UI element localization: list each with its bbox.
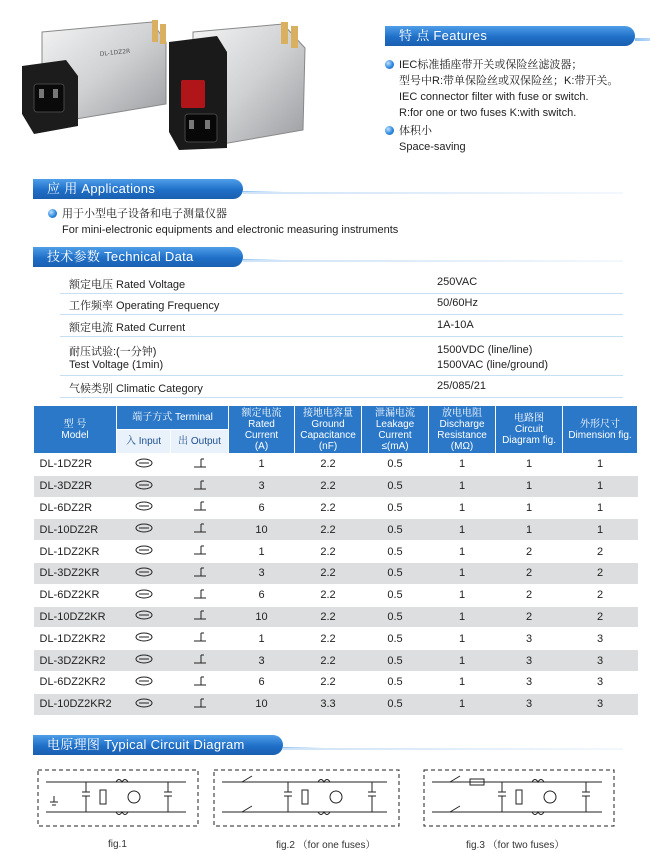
- spec-row-climatic: [60, 380, 623, 394]
- cell-discharge-resistance: 1: [429, 606, 496, 628]
- applications-line: For mini-electronic equipments and electronic measuring instruments: [62, 224, 399, 236]
- cell-circuit-diagram: 3: [496, 671, 563, 693]
- cell-ground-capacitance: 2.2: [295, 606, 362, 628]
- input-terminal-icon: [117, 606, 171, 628]
- cell-discharge-resistance: 1: [429, 671, 496, 693]
- features-list: [385, 57, 645, 155]
- features-header: [385, 26, 635, 46]
- cell-rated-current: 10: [229, 693, 295, 715]
- input-terminal-icon: [117, 497, 171, 519]
- table-row: [34, 628, 638, 650]
- circuit-title: 电原理图 Typical Circuit Diagram: [47, 737, 245, 752]
- table-row: [34, 584, 638, 606]
- table-row: [34, 606, 638, 628]
- cell-rated-current: 1: [229, 541, 295, 563]
- output-terminal-icon: [171, 497, 229, 519]
- cell-discharge-resistance: 1: [429, 541, 496, 563]
- table-row: [34, 454, 638, 476]
- input-terminal-icon: [117, 519, 171, 541]
- cell-leakage-current: 0.5: [362, 454, 429, 476]
- cell-ground-capacitance: 2.2: [295, 562, 362, 584]
- table-row: [34, 475, 638, 497]
- cell-model: DL-1DZ2KR: [34, 541, 117, 563]
- cell-circuit-diagram: 2: [496, 562, 563, 584]
- cell-dimension: 3: [563, 628, 638, 650]
- input-terminal-icon: [117, 454, 171, 476]
- cell-leakage-current: 0.5: [362, 475, 429, 497]
- spec-row-test-voltage: [60, 343, 623, 373]
- cell-leakage-current: 0.5: [362, 497, 429, 519]
- spec-value: 1A-10A: [437, 319, 474, 331]
- spec-label: 耐压试验:(一分钟): [69, 346, 157, 358]
- cell-leakage-current: 0.5: [362, 650, 429, 672]
- cell-dimension: 1: [563, 497, 638, 519]
- cell-rated-current: 3: [229, 650, 295, 672]
- cell-rated-current: 6: [229, 671, 295, 693]
- cell-ground-capacitance: 2.2: [295, 519, 362, 541]
- feature-line: Space-saving: [399, 141, 466, 153]
- svg-text:DL-1DZ2R: DL-1DZ2R: [99, 47, 131, 58]
- spec-value: 1500VAC (line/ground): [437, 359, 549, 371]
- cell-leakage-current: 0.5: [362, 606, 429, 628]
- applications-header: [33, 179, 243, 199]
- spec-value: 25/085/21: [437, 380, 486, 392]
- cell-leakage-current: 0.5: [362, 628, 429, 650]
- specs-title: 技术参数 Technical Data: [47, 249, 194, 264]
- spec-divider: [60, 375, 623, 376]
- cell-discharge-resistance: 1: [429, 693, 496, 715]
- product-photo-filter-1: [20, 18, 170, 136]
- cell-circuit-diagram: 1: [496, 519, 563, 541]
- cell-model: DL-3DZ2KR2: [34, 650, 117, 672]
- table-row: [34, 671, 638, 693]
- input-terminal-icon: [117, 475, 171, 497]
- header-dimension: 外形尺寸 Dimension fig.: [563, 406, 638, 454]
- cell-dimension: 1: [563, 475, 638, 497]
- spec-label: Test Voltage (1min): [69, 359, 164, 371]
- cell-dimension: 1: [563, 454, 638, 476]
- spec-value: 1500VDC (line/line): [437, 344, 533, 356]
- applications-title: 应 用 Applications: [47, 181, 156, 196]
- circuit-header: [33, 735, 283, 755]
- cell-dimension: 2: [563, 562, 638, 584]
- fig-1-label: fig.1: [108, 839, 127, 850]
- spec-divider: [60, 336, 623, 337]
- header-ground-capacitance: 接地电容量 Ground Capacitance (nF): [295, 406, 362, 454]
- output-terminal-icon: [171, 650, 229, 672]
- cell-leakage-current: 0.5: [362, 671, 429, 693]
- cell-ground-capacitance: 2.2: [295, 584, 362, 606]
- output-terminal-icon: [171, 628, 229, 650]
- spec-value: 250VAC: [437, 276, 478, 288]
- circuit-fig-1: [36, 768, 201, 830]
- table-row: [34, 693, 638, 715]
- table-row: [34, 519, 638, 541]
- cell-discharge-resistance: 1: [429, 628, 496, 650]
- output-terminal-icon: [171, 475, 229, 497]
- cell-circuit-diagram: 1: [496, 475, 563, 497]
- applications-text: 用于小型电子设备和电子测量仪器 For mini-electronic equipments and electronic measuring instruments: [48, 206, 618, 238]
- cell-model: DL-3DZ2R: [34, 475, 117, 497]
- cell-ground-capacitance: 2.2: [295, 671, 362, 693]
- cell-dimension: 3: [563, 650, 638, 672]
- cell-rated-current: 10: [229, 606, 295, 628]
- spec-value: 50/60Hz: [437, 297, 478, 309]
- feature-line: IEC connector filter with fuse or switch.: [399, 91, 589, 103]
- cell-discharge-resistance: 1: [429, 519, 496, 541]
- cell-circuit-diagram: 1: [496, 454, 563, 476]
- cell-model: DL-1DZ2R: [34, 454, 117, 476]
- output-terminal-icon: [171, 454, 229, 476]
- cell-model: DL-1DZ2KR2: [34, 628, 117, 650]
- cell-ground-capacitance: 2.2: [295, 497, 362, 519]
- product-table: [33, 405, 638, 715]
- cell-discharge-resistance: 1: [429, 454, 496, 476]
- cell-dimension: 3: [563, 693, 638, 715]
- cell-circuit-diagram: 2: [496, 584, 563, 606]
- spec-label: 额定电流 Rated Current: [69, 322, 186, 334]
- cell-model: DL-10DZ2KR: [34, 606, 117, 628]
- output-terminal-icon: [171, 541, 229, 563]
- spec-divider: [60, 397, 623, 398]
- cell-discharge-resistance: 1: [429, 562, 496, 584]
- cell-dimension: 2: [563, 606, 638, 628]
- header-input: 入 Input: [117, 430, 171, 454]
- fig-3-label: fig.3 （for two fuses）: [466, 840, 565, 851]
- cell-circuit-diagram: 2: [496, 541, 563, 563]
- divider: [243, 260, 623, 262]
- cell-discharge-resistance: 1: [429, 650, 496, 672]
- features-title: 特 点 Features: [399, 28, 488, 43]
- cell-model: DL-6DZ2R: [34, 497, 117, 519]
- cell-discharge-resistance: 1: [429, 497, 496, 519]
- output-terminal-icon: [171, 584, 229, 606]
- specs-header: [33, 247, 243, 267]
- cell-model: DL-6DZ2KR: [34, 584, 117, 606]
- cell-dimension: 2: [563, 584, 638, 606]
- spec-row-current: [60, 319, 623, 333]
- header-model: 型 号 Model: [34, 406, 117, 454]
- cell-ground-capacitance: 2.2: [295, 628, 362, 650]
- header-leakage-current: 泄漏电流 Leakage Current ≤(mA): [362, 406, 429, 454]
- cell-model: DL-10DZ2R: [34, 519, 117, 541]
- cell-ground-capacitance: 2.2: [295, 541, 362, 563]
- spec-label: 额定电压 Rated Voltage: [69, 279, 186, 291]
- output-terminal-icon: [171, 606, 229, 628]
- feature-line: R:for one or two fuses K:with switch.: [399, 107, 577, 119]
- cell-ground-capacitance: 2.2: [295, 454, 362, 476]
- cell-rated-current: 6: [229, 584, 295, 606]
- cell-circuit-diagram: 2: [496, 606, 563, 628]
- feature-line: 型号中R:带单保险丝或双保险丝；K:带开关。: [399, 75, 619, 87]
- cell-circuit-diagram: 3: [496, 650, 563, 672]
- cell-circuit-diagram: 1: [496, 497, 563, 519]
- cell-leakage-current: 0.5: [362, 562, 429, 584]
- cell-discharge-resistance: 1: [429, 584, 496, 606]
- spec-divider: [60, 314, 623, 315]
- bullet-icon: [385, 126, 394, 135]
- input-terminal-icon: [117, 562, 171, 584]
- spec-label: 气候类别 Climatic Category: [69, 383, 203, 395]
- input-terminal-icon: [117, 628, 171, 650]
- spec-row-frequency: [60, 297, 623, 311]
- cell-dimension: 1: [563, 519, 638, 541]
- bullet-icon: [385, 60, 394, 69]
- cell-circuit-diagram: 3: [496, 628, 563, 650]
- cell-discharge-resistance: 1: [429, 475, 496, 497]
- spec-label: 工作频率 Operating Frequency: [69, 300, 220, 312]
- input-terminal-icon: [117, 584, 171, 606]
- cell-ground-capacitance: 2.2: [295, 475, 362, 497]
- header-terminal: 端子方式 Terminal: [117, 406, 229, 430]
- cell-leakage-current: 0.5: [362, 693, 429, 715]
- spec-row-voltage: [60, 276, 623, 290]
- input-terminal-icon: [117, 541, 171, 563]
- table-row: [34, 497, 638, 519]
- header-output: 出 Output: [171, 430, 229, 454]
- cell-model: DL-6DZ2KR2: [34, 671, 117, 693]
- fig-2-label: fig.2 （for one fuses）: [276, 840, 376, 851]
- output-terminal-icon: [171, 671, 229, 693]
- cell-rated-current: 10: [229, 519, 295, 541]
- feature-item: IEC标准插座带开关或保险丝滤波器；: [385, 57, 645, 73]
- header-discharge-resistance: 放电电阻 Discharge Resistance (MΩ): [429, 406, 496, 454]
- cell-dimension: 2: [563, 541, 638, 563]
- cell-leakage-current: 0.5: [362, 541, 429, 563]
- cell-model: DL-10DZ2KR2: [34, 693, 117, 715]
- cell-rated-current: 3: [229, 562, 295, 584]
- cell-rated-current: 3: [229, 475, 295, 497]
- cell-leakage-current: 0.5: [362, 584, 429, 606]
- output-terminal-icon: [171, 562, 229, 584]
- cell-rated-current: 1: [229, 454, 295, 476]
- circuit-fig-3: [422, 768, 617, 830]
- cell-dimension: 3: [563, 671, 638, 693]
- header-circuit-diagram: 电路图 Circuit Diagram fig.: [496, 406, 563, 454]
- feature-item: 体积小: [385, 123, 645, 139]
- input-terminal-icon: [117, 693, 171, 715]
- divider: [283, 748, 623, 750]
- cell-circuit-diagram: 3: [496, 693, 563, 715]
- cell-ground-capacitance: 3.3: [295, 693, 362, 715]
- header-rated-current: 额定电流 Rated Current (A): [229, 406, 295, 454]
- table-row: [34, 541, 638, 563]
- input-terminal-icon: [117, 650, 171, 672]
- cell-leakage-current: 0.5: [362, 519, 429, 541]
- divider: [243, 192, 623, 194]
- output-terminal-icon: [171, 519, 229, 541]
- spec-divider: [60, 293, 623, 294]
- output-terminal-icon: [171, 693, 229, 715]
- input-terminal-icon: [117, 671, 171, 693]
- cell-model: DL-3DZ2KR: [34, 562, 117, 584]
- table-row: [34, 562, 638, 584]
- bullet-icon: [48, 209, 57, 218]
- circuit-fig-2: [212, 768, 402, 830]
- cell-rated-current: 6: [229, 497, 295, 519]
- cell-rated-current: 1: [229, 628, 295, 650]
- table-row: [34, 650, 638, 672]
- product-photo-filter-2: [165, 22, 315, 150]
- cell-ground-capacitance: 2.2: [295, 650, 362, 672]
